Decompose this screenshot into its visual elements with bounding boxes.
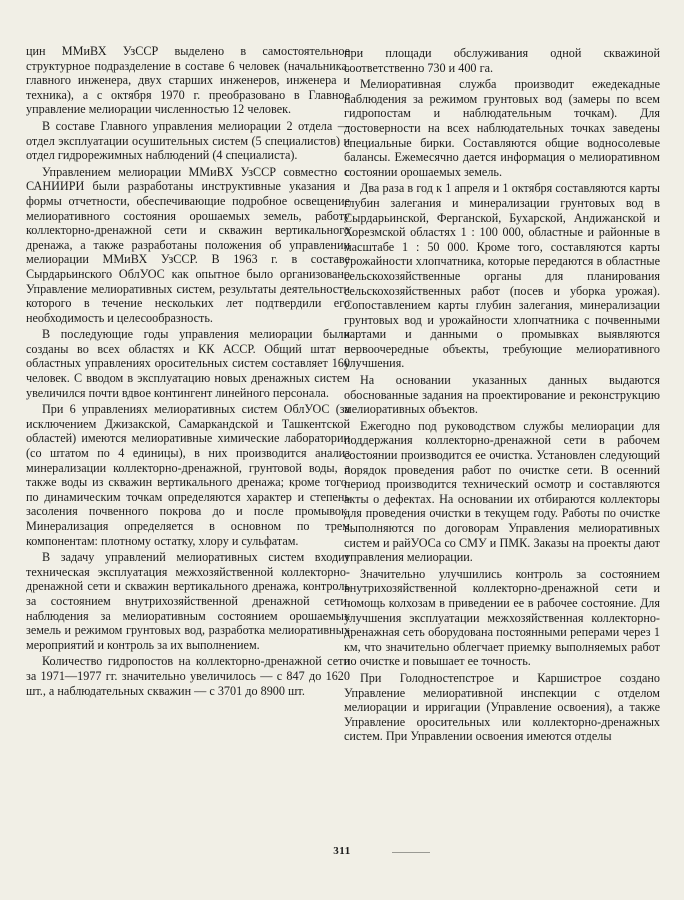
paragraph: Два раза в год к 1 апреля и 1 октября составляются карты глубин залегания и минерализации грунтовых вод в Сырдарьинской, Ферганской, Бухарской, Андижанской и Хорезмской областях 1 : 100 000, областные и районные в масштабе 1 : 50 000. Кроме того, составляются карты урожайности хлопчатника, которые передаются в областные сельскохозяйственные органы для планирования сельскохозяйственных работ (посев и уборка урожая). Сопоставлением карты глубин залегания, минерализации грунтовых вод и урожайности хлопчатника с почвенными картами и данными о промывках выявляются первоочередные объекты, требующие мелиоративного улучшения. <box>344 181 660 371</box>
paragraph: В составе Главного управления мелиорации 2 отдела — отдел эксплуатации осушительных систем (5 специалистов) и отдел гидрорежимных наблюдений (4 специалиста). <box>26 118 350 163</box>
paragraph: Управлением мелиорации ММиВХ УзССР совместно с САНИИРИ были разработаны инструктивные указания и формы отчетности, обеспечивающие подробное освещение мелиоративного состояния орошаемых земель, работу коллекторно-дренажной сети и скважин вертикального дренажа, а также разработаны положения об управлении мелиорации ММиВХ УзССР. В 1963 г. в составе Сырдарьинского ОблУОС как опытное было организовано Управление мелиоративных систем, результаты деятельности которого в течение нескольких лет подтвердили его необходимость и целесообразность. <box>26 164 350 325</box>
paragraph: Мелиоративная служба производит ежедекадные наблюдения за режимом грунтовых вод (замеры по всем гидропостам и наблюдательным точкам). Для достоверности на всех наблюдательных точках заведены специальные бирки. Составляются общие водносолевые балансы. Ежемесячно дается информация о мелиоративном состоянии орошаемых земель. <box>344 77 660 179</box>
paragraph: Ежегодно под руководством службы мелиорации для поддержания коллекторно-дренажной сети в рабочем состоянии производится ее очистка. Установлен следующий порядок проведения работ по очистке сети. В осенний период производится технический осмотр и составляются акты о дефектах. На основании их отбираются коллекторы для проведения очистки в текущем году. Работы по очистке выполняются по договорам Управления мелиоративных систем и райУОСа со СМУ и ПМК. Заказы на проекты дают управления мелиорации. <box>344 418 660 565</box>
paragraph: В задачу управлений мелиоративных систем входит техническая эксплуатация межхозяйственной коллекторно-дренажной сети и скважин вертикального дренажа, контроль за состоянием внутрихозяйственной дренажной сети, наблюдения за мелиоративным состоянием орошаемых земель и режимом грунтовых вод, разработка мелиоративных мероприятий и контроль за их выполнением. <box>26 550 350 652</box>
paragraph-continuation: при площади обслуживания одной скважиной соответственно 730 и 400 га. <box>344 46 660 75</box>
paragraph: Количество гидропостов на коллекторно-дренажной сети за 1971—1977 гг. значительно увеличилось — с 847 до 1620 шт., а наблюдательных скважин — с 3701 до 8900 шт. <box>26 654 350 698</box>
paragraph: При Голодностепстрое и Каршистрое создано Управление мелиоративной инспекции с отделом мелиорации и ирригации (Управление освоения), а также Управление оросительных или коллекторно-дренажных систем. При Управлении освоения имеются отделы <box>344 670 660 744</box>
paragraph: цин ММиВХ УзССР выделено в самостоятельное структурное подразделение в составе 6 человек (начальника, главного инженера, двух старших инженеров, инженера и техника), а с октября 1970 г. преобразовано в Главное управление мелиорации численностью 12 человек. <box>26 44 350 117</box>
paragraph: При 6 управлениях мелиоративных систем ОблУОС (за исключением Джизакской, Самаркандской и Ташкентской областей) имеются мелиоративные химические лаборатории (со штатом по 4 единицы), в них производится анализ минерализации коллекторно-дренажной, грунтовой воды, а также воды из скважин вертикального дренажа; кроме того, по динамическим точкам определяются характер и степень засоления почвенного покрова до и после промывок. Минерализация определяется в основном по трем компонентам: плотному остатку, хлору и сульфатам. <box>26 402 350 548</box>
page-number: 311 <box>333 845 351 857</box>
paragraph: Значительно улучшились контроль за состоянием внутрихозяйственной коллекторно-дренажной сети и помощь колхозам в приведении ее в рабочее состояние. Для улучшения эксплуатации межхозяйственная коллекторно-дренажная сеть оборудована постоянными реперами через 1 км, что значительно облегчает приемку выполняемых работ по очистке и повышает ее точность. <box>344 566 660 669</box>
paragraph: На основании указанных данных выдаются обоснованные задания на проектирование и реконструкцию мелиоративных объектов. <box>344 373 660 417</box>
left-column <box>26 44 350 700</box>
paragraph: В последующие годы управления мелиорации были созданы во всех областях и КК АССР. Общий штат в областных управлениях оросительных систем составляет 160 человек. С вводом в эксплуатацию новых дренажных систем увеличился почти вдвое контингент линейного персонала. <box>26 327 350 400</box>
right-column <box>344 46 660 746</box>
footer-rule <box>392 852 430 853</box>
